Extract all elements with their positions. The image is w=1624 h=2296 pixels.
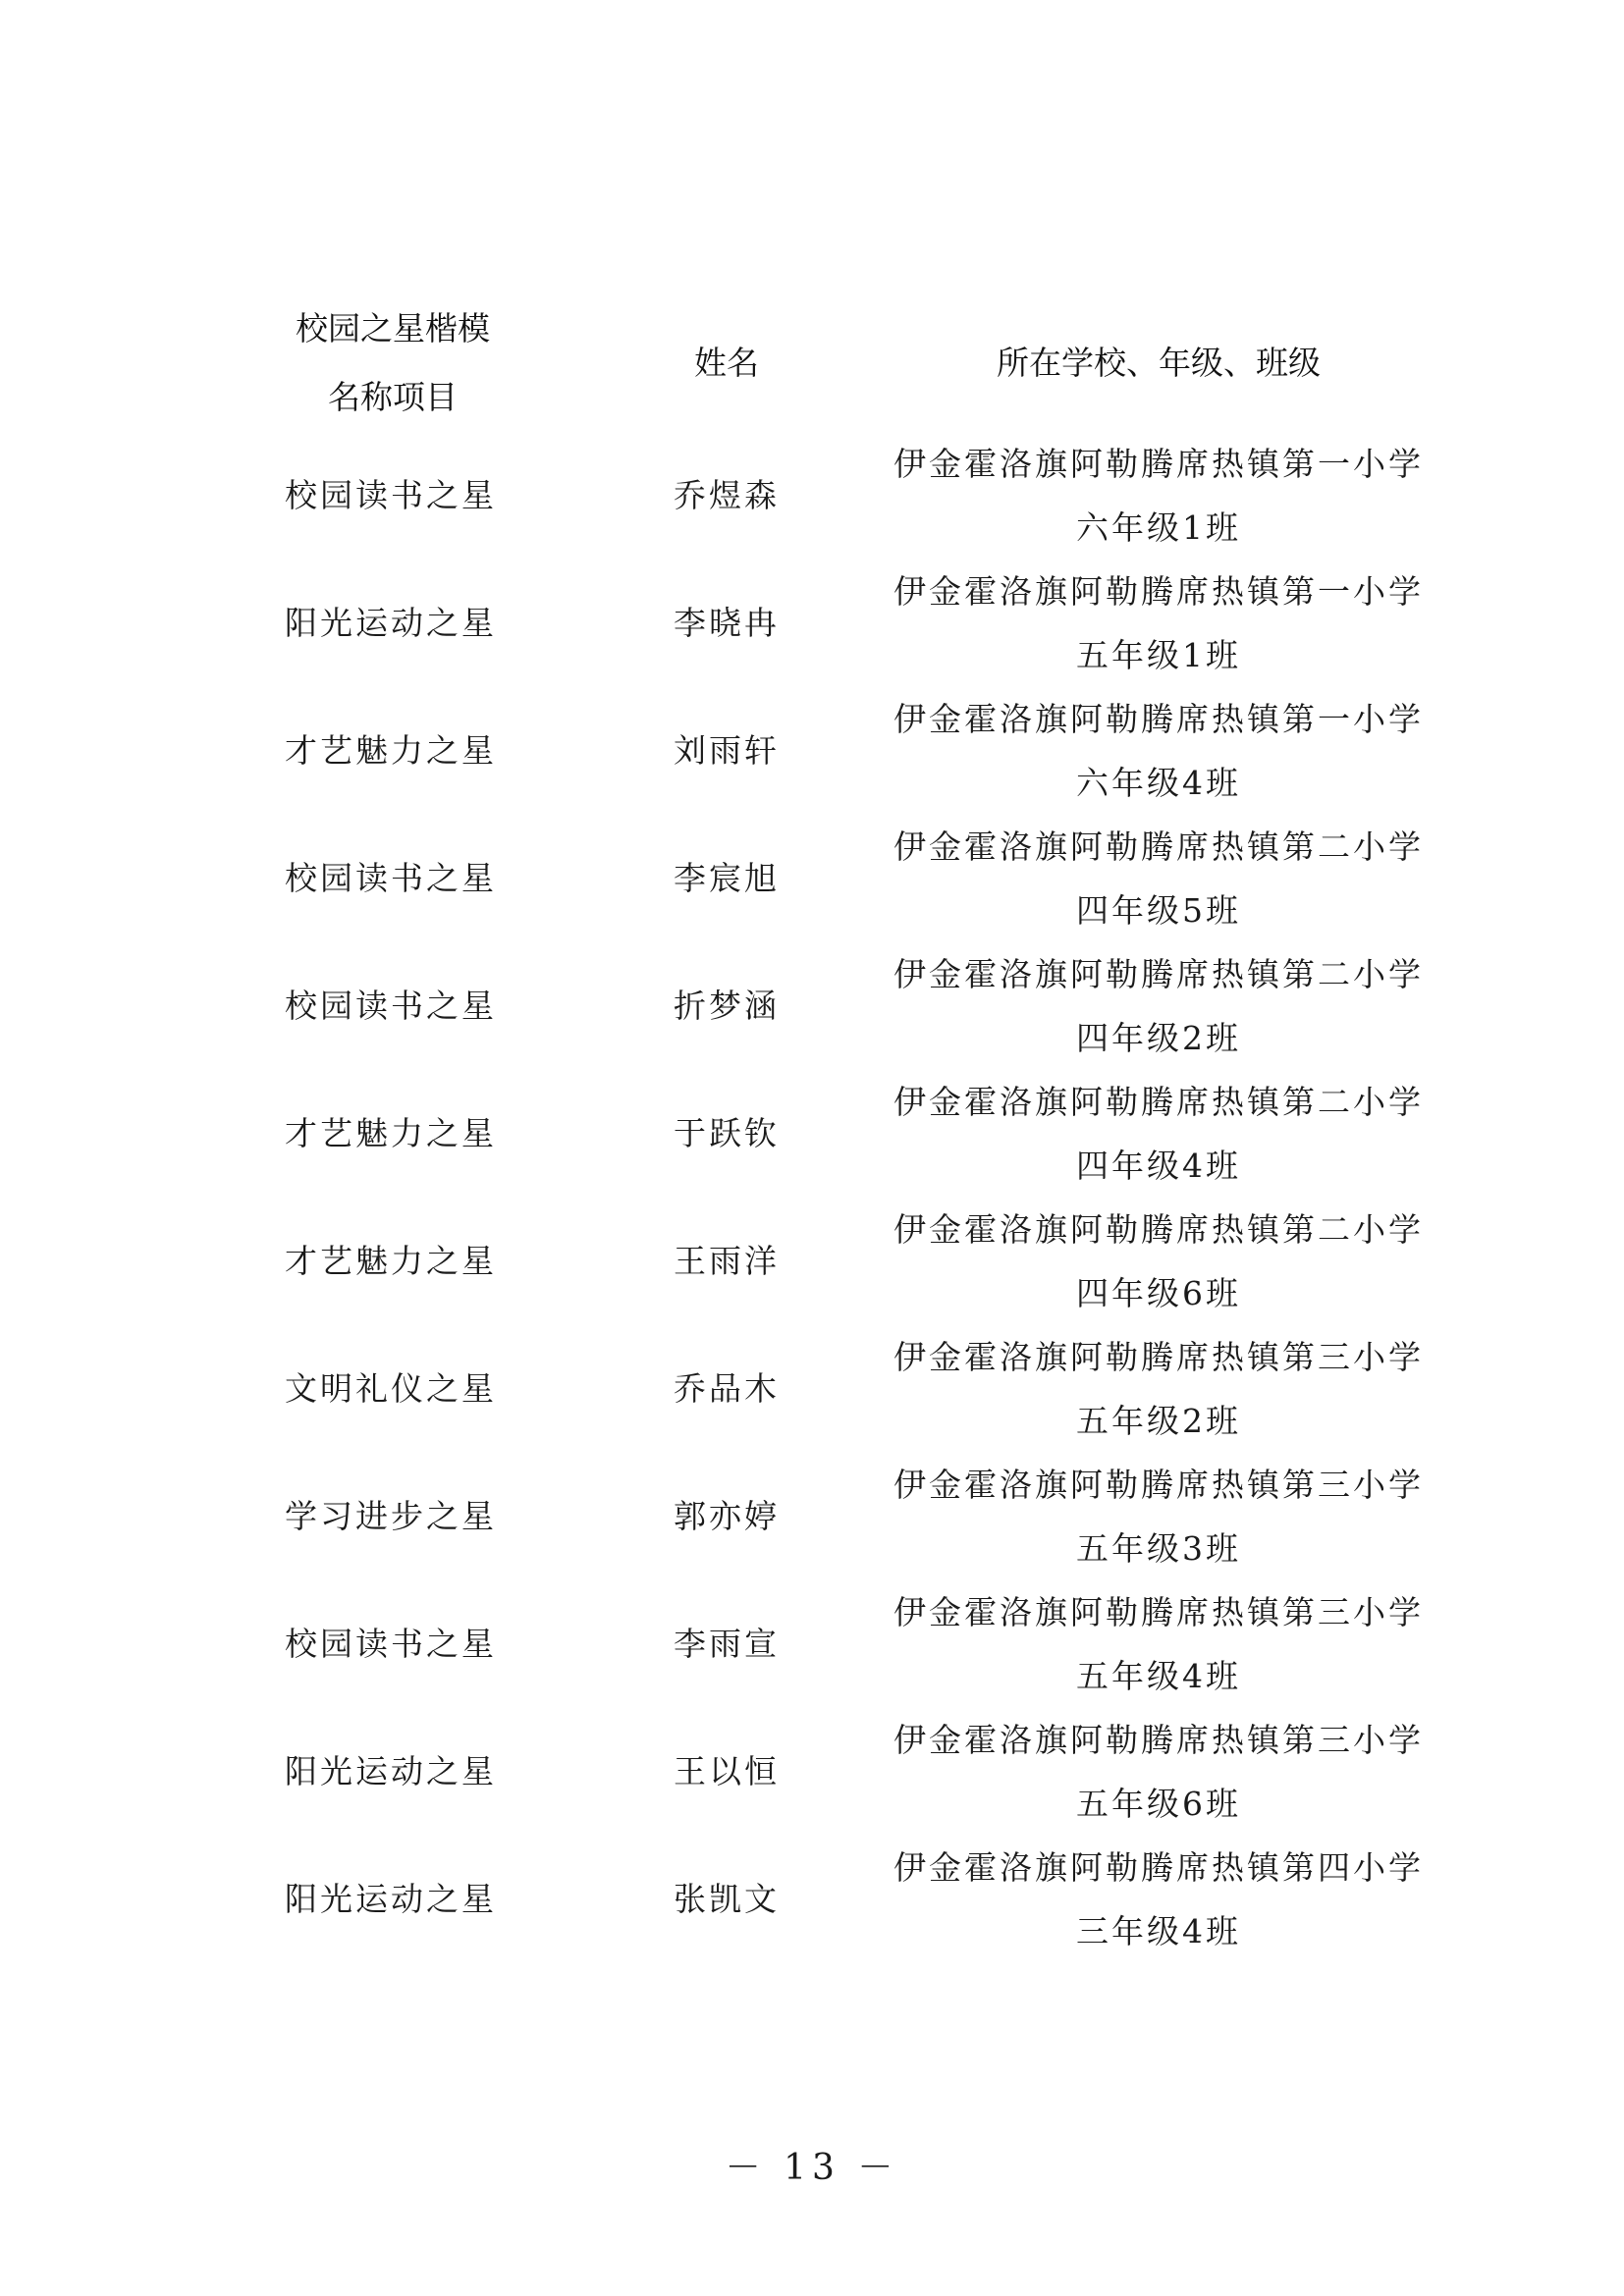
table-row — [0, 815, 1624, 942]
table-row — [0, 1325, 1624, 1453]
class-name: 五年级2班 — [1076, 1402, 1241, 1440]
class-name: 四年级5班 — [1076, 891, 1241, 930]
school-cell — [884, 942, 1434, 1070]
class-name: 四年级4班 — [1076, 1147, 1241, 1185]
award-cell: 阳光运动之星 — [285, 1752, 497, 1790]
class-name: 四年级2班 — [1076, 1019, 1241, 1057]
table-row — [0, 432, 1624, 560]
table-row — [0, 942, 1624, 1070]
award-cell: 阳光运动之星 — [285, 1880, 497, 1918]
school-cell — [884, 1325, 1434, 1453]
school-name: 伊金霍洛旗阿勒腾席热镇第二小学 — [893, 1210, 1424, 1249]
header-award-column — [275, 294, 511, 432]
header-award-line2: 名称项目 — [328, 378, 458, 416]
table-row — [0, 1580, 1624, 1708]
award-cell: 文明礼仪之星 — [285, 1369, 497, 1408]
school-cell — [884, 432, 1434, 560]
name-cell: 李宸旭 — [674, 859, 780, 897]
table-row — [0, 1836, 1624, 1963]
school-cell — [884, 687, 1434, 815]
table-row — [0, 560, 1624, 687]
class-name: 三年级4班 — [1076, 1912, 1241, 1950]
award-cell: 学习进步之星 — [285, 1497, 497, 1535]
award-cell: 阳光运动之星 — [285, 604, 497, 642]
name-cell: 王雨洋 — [674, 1242, 780, 1280]
school-cell — [884, 1070, 1434, 1198]
class-name: 六年级1班 — [1076, 508, 1241, 547]
name-cell: 郭亦婷 — [674, 1497, 780, 1535]
table-body — [0, 432, 1624, 1963]
table-row — [0, 1708, 1624, 1836]
header-school-column: 所在学校、年级、班级 — [997, 344, 1321, 382]
school-cell — [884, 1198, 1434, 1325]
award-cell: 校园读书之星 — [285, 1625, 497, 1663]
award-cell: 校园读书之星 — [285, 859, 497, 897]
name-cell: 于跃钦 — [674, 1114, 780, 1152]
school-name: 伊金霍洛旗阿勒腾席热镇第四小学 — [893, 1848, 1424, 1887]
award-cell: 才艺魅力之星 — [285, 1114, 497, 1152]
class-name: 五年级3班 — [1076, 1529, 1241, 1568]
name-cell: 乔煜森 — [674, 476, 780, 514]
school-name: 伊金霍洛旗阿勒腾席热镇第一小学 — [893, 445, 1424, 483]
school-cell — [884, 1453, 1434, 1580]
table-row — [0, 687, 1624, 815]
table-row — [0, 1070, 1624, 1198]
award-cell: 校园读书之星 — [285, 987, 497, 1025]
school-name: 伊金霍洛旗阿勒腾席热镇第三小学 — [893, 1593, 1424, 1631]
school-name: 伊金霍洛旗阿勒腾席热镇第三小学 — [893, 1338, 1424, 1376]
name-cell: 折梦涵 — [674, 987, 780, 1025]
table-header — [0, 294, 1624, 432]
class-name: 五年级4班 — [1076, 1657, 1241, 1695]
school-name: 伊金霍洛旗阿勒腾席热镇第三小学 — [893, 1721, 1424, 1759]
header-award-line1: 校园之星楷模 — [296, 309, 490, 347]
name-cell: 李晓冉 — [674, 604, 780, 642]
table-row — [0, 1198, 1624, 1325]
school-name: 伊金霍洛旗阿勒腾席热镇第二小学 — [893, 955, 1424, 993]
page-number: － 13 － — [725, 2148, 899, 2188]
name-cell: 王以恒 — [674, 1752, 780, 1790]
name-cell: 张凯文 — [674, 1880, 780, 1918]
class-name: 五年级6班 — [1076, 1785, 1241, 1823]
award-cell: 校园读书之星 — [285, 476, 497, 514]
school-cell — [884, 1836, 1434, 1963]
header-name-column: 姓名 — [694, 344, 759, 382]
table-row — [0, 1453, 1624, 1580]
school-cell — [884, 1580, 1434, 1708]
school-name: 伊金霍洛旗阿勒腾席热镇第一小学 — [893, 572, 1424, 611]
name-cell: 乔品木 — [674, 1369, 780, 1408]
school-name: 伊金霍洛旗阿勒腾席热镇第一小学 — [893, 700, 1424, 738]
name-cell: 李雨宣 — [674, 1625, 780, 1663]
award-cell: 才艺魅力之星 — [285, 1242, 497, 1280]
award-cell: 才艺魅力之星 — [285, 731, 497, 770]
school-cell — [884, 1708, 1434, 1836]
class-name: 五年级1班 — [1076, 636, 1241, 674]
school-name: 伊金霍洛旗阿勒腾席热镇第二小学 — [893, 828, 1424, 866]
school-cell — [884, 560, 1434, 687]
name-cell: 刘雨轩 — [674, 731, 780, 770]
class-name: 六年级4班 — [1076, 764, 1241, 802]
school-name: 伊金霍洛旗阿勒腾席热镇第三小学 — [893, 1466, 1424, 1504]
school-name: 伊金霍洛旗阿勒腾席热镇第二小学 — [893, 1083, 1424, 1121]
school-cell — [884, 815, 1434, 942]
class-name: 四年级6班 — [1076, 1274, 1241, 1312]
